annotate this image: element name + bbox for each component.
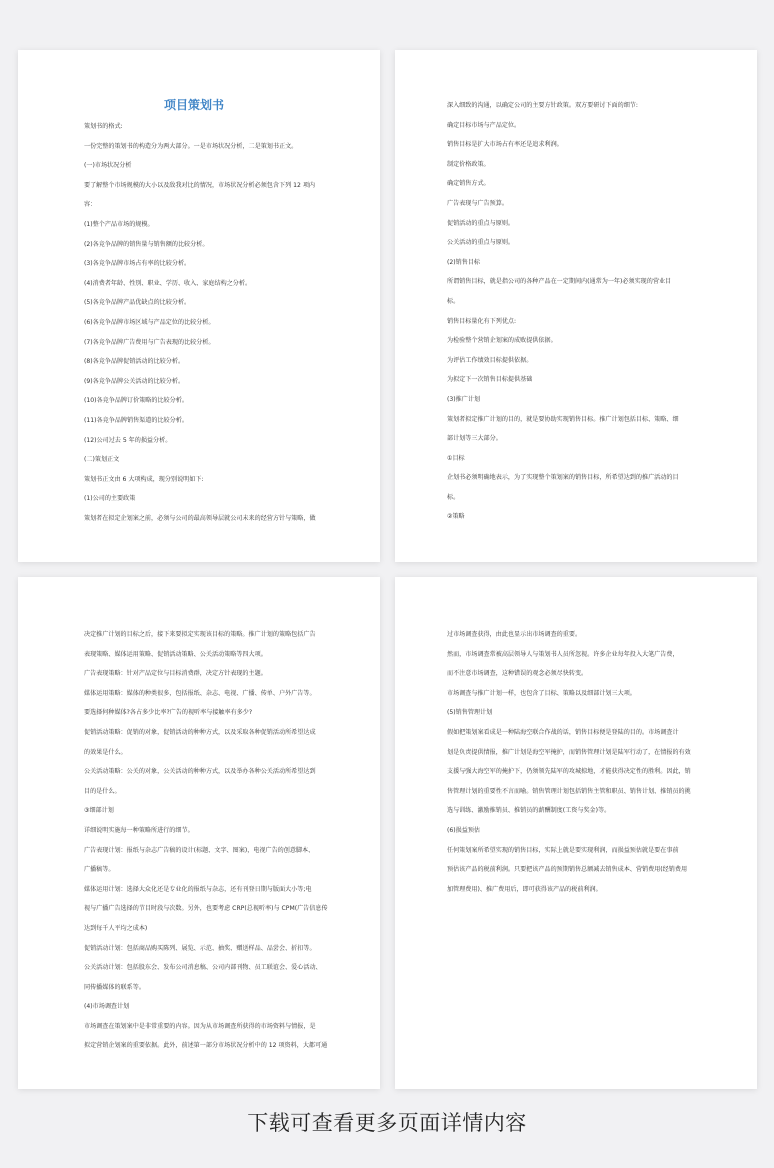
paragraph: 策划者拟定推广计划的目的，就是要协助实现销售目标。推广计划包括目标、策略、细: [447, 415, 679, 423]
paragraph: 为拟定下一次销售目标提供基础: [447, 376, 533, 384]
paragraph: 企划书必须明确地表示，为了实现整个策划案的销售目标，所希望达到的推广活动的目: [447, 474, 679, 482]
paragraph: 拟定营销企划案的重要依据。此外，前述第一部分市场状况分析中的 12 项资料，大都可通: [84, 1042, 328, 1050]
paragraph: 广告表现策略：针对产品定位与目标消费群，决定方针表现的主题。: [84, 670, 267, 678]
paragraph: 要选择何种媒体?各占多少比率?广告的视听率与接触率有多少?: [84, 709, 253, 717]
paragraph: 公关活动的重点与原则。: [447, 239, 515, 247]
paragraph: 制定价格政策。: [447, 160, 490, 168]
paragraph: (5)各竞争品牌产品优缺点的比较分析。: [84, 299, 191, 307]
paragraph: 预估该产品的税前利润。只要把该产品的预期销售总额减去销售成本、营销费用(经销费用: [447, 866, 688, 874]
paragraph: (6)各竞争品牌市场区域与产品定位的比较分析。: [84, 318, 215, 326]
paragraph: 销售目标是扩大市场占有率还是追求利润。: [447, 141, 563, 149]
document-page-3: [18, 577, 380, 1089]
paragraph: 深入细致的沟通，以确定公司的主要方针政策。双方要研讨下面的细节:: [447, 102, 638, 109]
paragraph: (2)销售目标: [447, 258, 481, 266]
paragraph: (4)市场调查计划: [84, 1003, 130, 1011]
document-page-4: [395, 577, 757, 1089]
paragraph: 视与广播广告选择的节目时段与次数。另外，也要考虑 CRP(总视听率)与 CPM(广告信息传: [84, 905, 328, 913]
paragraph: (1)公司的主要政策: [84, 495, 136, 503]
paragraph: 加管理费用)、推广费用后，即可获得该产品的税前利润。: [447, 885, 602, 893]
paragraph: 促销活动计划：包括商品购买陈列、展览、示范、抽奖、赠送样品、品尝会、折扣等。: [84, 944, 316, 952]
paragraph: (4)消费者年龄、性别、职业、学历、收入、家庭结构之分析。: [84, 279, 252, 287]
paragraph: (一)市场状况分析: [84, 162, 132, 170]
paragraph: 支援与强大海空军的掩护下，仍须领先陆军的攻城掠地，才能获得决定性的胜利。因此，销: [447, 768, 691, 776]
paragraph: (7)各竞争品牌广告费用与广告表现的比较分析。: [84, 338, 215, 346]
paragraph: 确定销售方式。: [447, 180, 490, 188]
paragraph: (8)各竞争品牌促销活动的比较分析。: [84, 358, 185, 366]
paragraph: 要了解整个市场规模的大小以及敌我对比的情况，市场状况分析必须包含下列 12 项内: [84, 181, 316, 189]
paragraph: 公关活动计划：包括股东会、发布公司消息稿、公司内部刊物、员工联谊会、爱心活动、: [84, 964, 322, 972]
paragraph: 为评估工作绩效目标提供依据。: [447, 356, 533, 364]
paragraph: 选与训练、激励推销员、推销员的薪酬制度(工资与奖金)等。: [447, 807, 611, 815]
paragraph: (5)销售管理计划: [447, 709, 493, 717]
paragraph: 策划书正文由 6 大项构成，现分别说明如下:: [84, 475, 204, 483]
paragraph: 公关活动策略：公关的对象，公关活动的种种方式，以及举办各种公关活动所希望达到: [84, 768, 316, 776]
paragraph: 详细说明实施每一种策略所进行的细节。: [84, 826, 194, 834]
paragraph: ③细部计划: [84, 807, 114, 815]
paragraph: 促销活动的重点与原则。: [447, 219, 515, 227]
page-1-body: [84, 117, 336, 528]
paragraph: 任何策划案所希望实现的销售目标，实际上就是要实现利润，而损益预估就是要在事前: [447, 846, 679, 854]
paragraph: 同传播媒体的联系等。: [84, 983, 145, 991]
paragraph: (二)策划正文: [84, 456, 120, 464]
download-caption: 下载可查看更多页面详情内容: [247, 1111, 527, 1135]
page-4-body: [447, 625, 713, 899]
document-title: 项目策划书: [163, 98, 224, 112]
paragraph: (12)公司过去 5 年的损益分析。: [84, 436, 172, 444]
paragraph: 策划书的格式:: [84, 123, 123, 130]
paragraph: 表现策略、媒体运用策略、促销活动策略、公关活动策略等四大项。: [84, 650, 267, 658]
paragraph: (2)各竞争品牌的销售量与销售额的比较分析。: [84, 240, 209, 248]
paragraph: 所谓销售目标，就是指公司的各种产品在一定期间内(通常为一年)必须实现的营业目: [447, 278, 672, 286]
page-3-body: [84, 625, 336, 1056]
paragraph: 然而，市场调查常被高层领导人与策划书人员所忽视。许多企业每年投入大笔广告费，: [447, 650, 679, 658]
paragraph: 标。: [447, 297, 460, 305]
paragraph: (11)各竞争品牌销售渠道的比较分析。: [84, 416, 188, 424]
paragraph: 决定推广计划的目标之后，接下来要拟定实现该目标的策略。推广计划的策略包括广告: [84, 631, 316, 638]
paragraph: 广告表现与广告预算。: [447, 199, 508, 207]
paragraph: 一份完整的策划书的构造分为两大部分。一是市场状况分析，二是策划书正文。: [84, 142, 298, 150]
paragraph: 广告表现计划：报纸与杂志广告稿的设计(标题、文字、图案)，电视广告的创意脚本、: [84, 846, 315, 854]
paragraph: 目的是什么。: [84, 787, 121, 795]
paragraph: 策划者在拟定企划案之前，必须与公司的最高领导层就公司未来的经营方针与策略，做: [84, 514, 316, 522]
paragraph: 而不注意市场调查，这种错误的观念必须尽快转变。: [447, 670, 588, 678]
paragraph: 确定目标市场与产品定位。: [447, 121, 521, 129]
paragraph: 为检验整个营销企划案的成败提供依据。: [447, 337, 557, 345]
paragraph: (3)各竞争品牌市场占有率的比较分析。: [84, 260, 191, 268]
paragraph: 的效果是什么。: [84, 748, 127, 756]
paragraph: 销售目标量化有下列优点:: [447, 317, 517, 325]
document-page-2: [395, 50, 757, 562]
paragraph: 促销活动策略：促销的对象，促销活动的种种方式，以及采取各种促销活动所希望达成: [84, 728, 316, 736]
paragraph: 划是负责提供情报，推广计划是海空军掩护，而销售管理计划是陆军行动了，在情报的有效: [447, 748, 691, 756]
paragraph: 售管理计划的重要性不言而喻。销售管理计划包括销售主管和职员、销售计划、推销员的挑: [447, 787, 691, 795]
paragraph: (9)各竞争品牌公关活动的比较分析。: [84, 377, 185, 385]
paragraph: (10)各竞争品牌订价策略的比较分析。: [84, 397, 188, 405]
document-page-1: [18, 50, 380, 562]
paragraph: 市场调查在策划案中是非常重要的内容。因为从市场调查所获得的市场资料与情报，是: [84, 1022, 316, 1030]
paragraph: ②策略: [447, 513, 465, 521]
paragraph: ①目标: [447, 454, 465, 462]
paragraph: 容：: [84, 201, 97, 209]
paragraph: 过市场调查获得，由此也显示出市场调查的重要。: [447, 631, 582, 638]
paragraph: 媒体运用策略：媒体的种类很多，包括报纸、杂志、电视、广播、传单、户外广告等。: [84, 689, 316, 697]
paragraph: 部计划等三大部分。: [447, 435, 502, 443]
paragraph: 假如把策划案看成是一种陆海空联合作战的话，销售目标便是登陆的目的。市场调查计: [447, 728, 679, 736]
paragraph: (3)推广计划: [447, 395, 481, 403]
paragraph: 达到每千人平均之成本): [84, 924, 148, 932]
paragraph: 标。: [447, 493, 460, 501]
paragraph: 媒体运用计划：选择大众化还是专业化的报纸与杂志，还有刊登日期与版面大小等;电: [84, 885, 312, 893]
paragraph: 市场调查与推广计划一样，也包含了目标、策略以及细部计划三大项。: [447, 689, 636, 697]
paragraph: (1)整个产品市场的规模。: [84, 220, 154, 228]
paragraph: (6)损益预估: [447, 826, 481, 834]
page-2-body: [447, 96, 713, 527]
paragraph: 广播稿等。: [84, 866, 115, 874]
